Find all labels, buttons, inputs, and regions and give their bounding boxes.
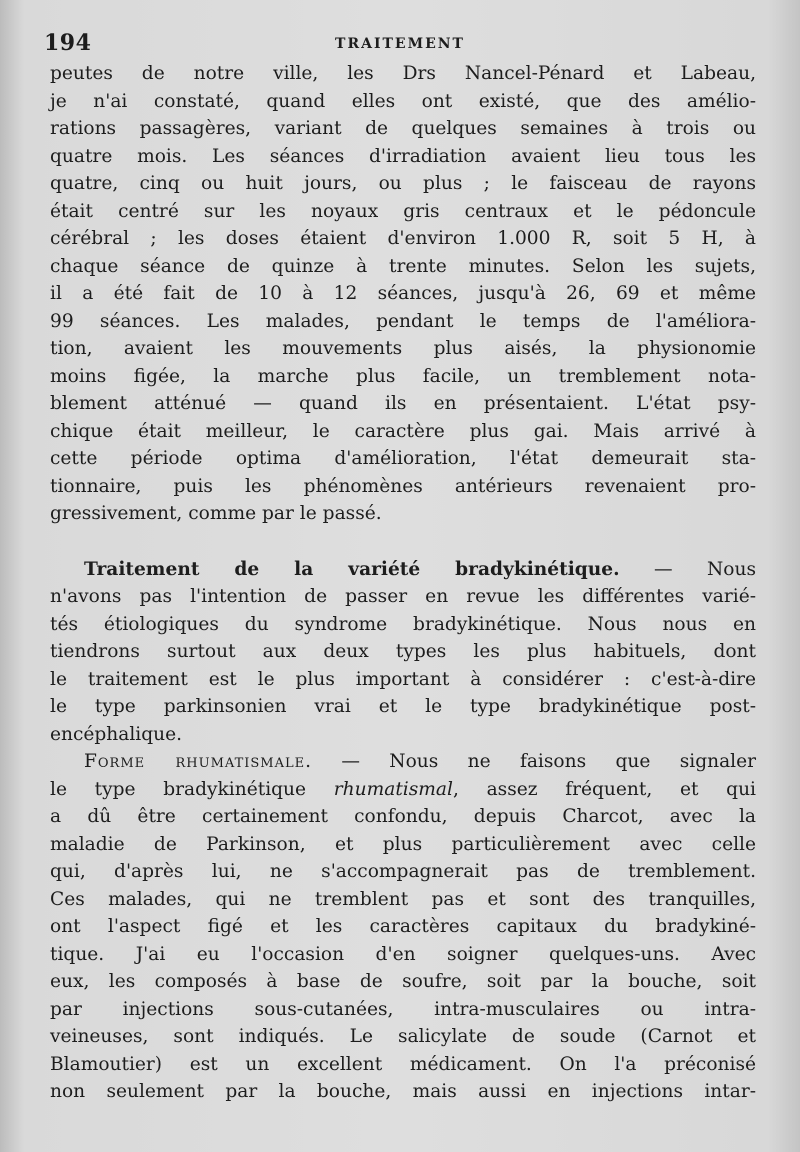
text-line: eux, les composés à base de soufre, soit par la bouche, soit (50, 971, 756, 992)
text-line: rations passagères, variant de quelques semaines à trois ou (50, 118, 756, 139)
text-line: le type parkinsonien vrai et le type bradykinétique post- (50, 696, 756, 717)
section-bradykinetic (50, 556, 756, 749)
text-line: cette période optima d'amélioration, l'état demeurait sta- (50, 448, 756, 469)
text-line: ont l'aspect figé et les caractères capitaux du bradykiné- (50, 916, 756, 937)
paragraph-gap (50, 528, 756, 556)
text-line: quatre, cinq ou huit jours, ou plus ; le faisceau de rayons (50, 173, 756, 194)
text-line: tiendrons surtout aux deux types les plus habituels, dont (50, 641, 756, 662)
text-line: n'avons pas l'intention de passer en revue les différentes varié- (50, 586, 756, 607)
subsection-rhumatismale (50, 748, 756, 1106)
subsection-heading: Forme rhumatismale. (84, 751, 313, 772)
text-line: 99 séances. Les malades, pendant le temps de l'améliora- (50, 310, 756, 332)
text-line: gressivement, comme par le passé. (50, 503, 382, 524)
section-heading-rest: — Nous (619, 558, 756, 580)
text-line: qui, d'après lui, ne s'accompagnerait pas de tremblement. (50, 861, 756, 882)
subsection-first-line (50, 748, 756, 776)
text-segment: , assez fréquent, et qui (452, 778, 757, 800)
text-line: encéphalique. (50, 723, 183, 745)
text-line: Blamoutier) est un excellent médicament. On l'a préconisé (50, 1053, 756, 1075)
text-line: moins figée, la marche plus facile, un tremblement nota- (50, 365, 756, 387)
running-head: TRAITEMENT (335, 36, 465, 52)
text-line-with-italic (50, 776, 756, 804)
body-text (50, 60, 756, 1106)
text-line: Ces malades, qui ne tremblent pas et sont des tranquilles, (50, 888, 756, 910)
text-line: veineuses, sont indiqués. Le salicylate de soude (Carnot et (50, 1026, 756, 1047)
text-line: je n'ai constaté, quand elles ont existé, que des amélio- (50, 90, 756, 112)
paragraph-irradiation (50, 60, 756, 528)
text-segment: le type bradykinétique (50, 778, 334, 800)
text-line: il a été fait de 10 à 12 séances, jusqu'à 26, 69 et même (50, 283, 756, 304)
section-first-line (50, 556, 756, 584)
text-line: a dû être certainement confondu, depuis Charcot, avec la (50, 806, 756, 827)
text-line: quatre mois. Les séances d'irradiation avaient lieu tous les (50, 145, 756, 167)
page-number: 194 (44, 30, 92, 56)
text-line: blement atténué — quand ils en présentaient. L'état psy- (50, 393, 756, 414)
text-line: chique était meilleur, le caractère plus gai. Mais arrivé à (50, 420, 756, 442)
subsection-heading-rest: — Nous ne faisons que signaler (312, 751, 756, 772)
text-line: le traitement est le plus important à considérer : c'est-à-dire (50, 668, 756, 690)
text-line: non seulement par la bouche, mais aussi en injections intar- (50, 1081, 756, 1102)
text-line: peutes de notre ville, les Drs Nancel-Pénard et Labeau, (50, 63, 756, 84)
text-line: maladie de Parkinson, et plus particulièrement avec celle (50, 833, 756, 855)
text-line: tique. J'ai eu l'occasion d'en soigner quelques-uns. Avec (50, 943, 756, 965)
text-line: était centré sur les noyaux gris centraux et le pédoncule (50, 200, 756, 222)
text-line: tionnaire, puis les phénomènes antérieurs revenaient pro- (50, 475, 756, 497)
page-header (44, 30, 756, 60)
text-line: chaque séance de quinze à trente minutes. Selon les sujets, (50, 255, 756, 277)
text-line: cérébral ; les doses étaient d'environ 1.000 R, soit 5 H, à (50, 228, 756, 249)
italic-term: rhumatismal (333, 778, 453, 800)
text-line: tion, avaient les mouvements plus aisés, la physionomie (50, 338, 756, 359)
text-line: par injections sous-cutanées, intra-musculaires ou intra- (50, 998, 756, 1020)
text-line: tés étiologiques du syndrome bradykinétique. Nous nous en (50, 613, 756, 635)
section-heading: Traitement de la variété bradykinétique. (84, 558, 620, 580)
